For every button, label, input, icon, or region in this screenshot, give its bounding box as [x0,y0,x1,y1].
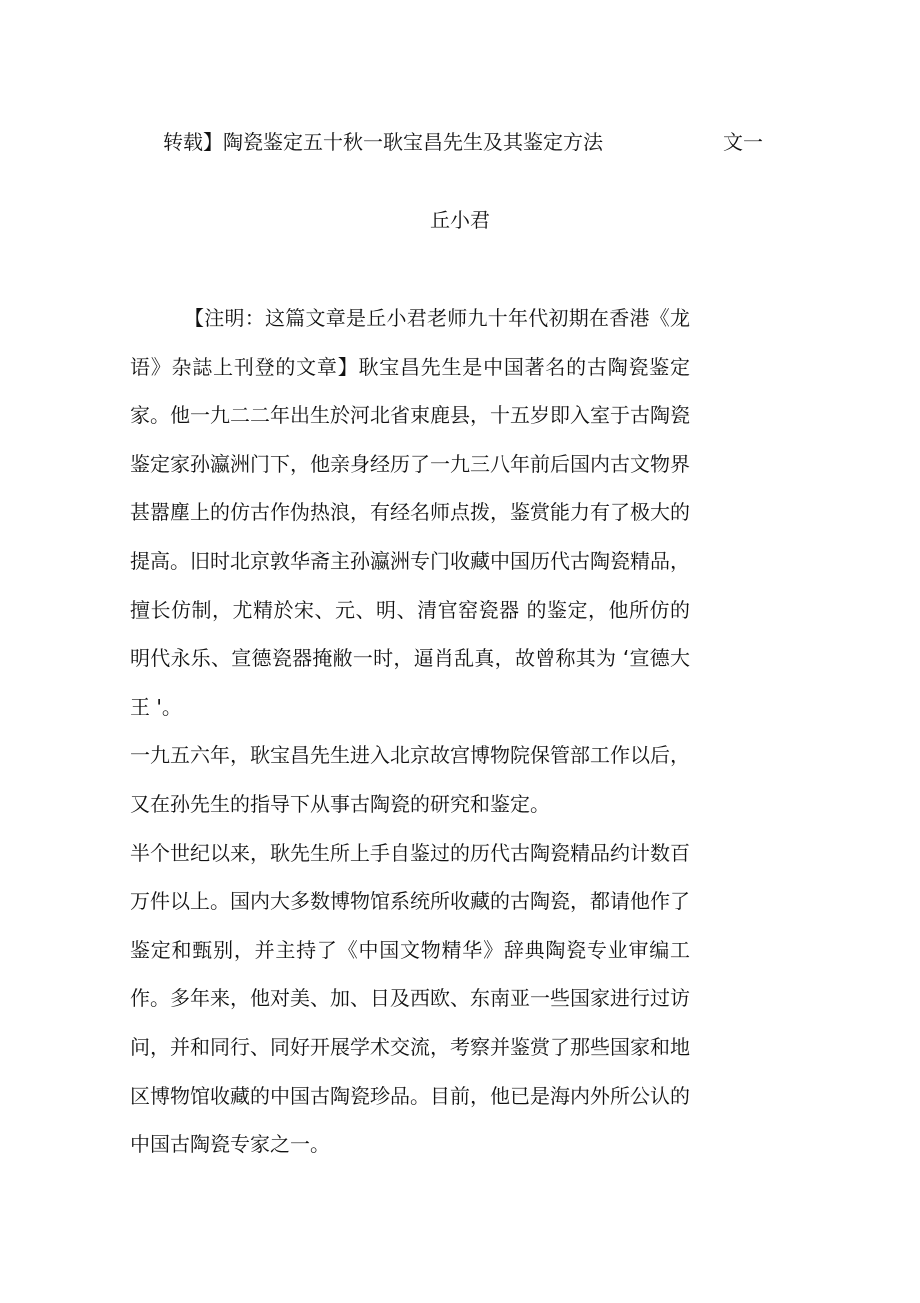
paragraph-intro: 【注明：这篇文章是丘小君老师九十年代初期在香港《龙语》杂誌上刊登的文章】耿宝昌先生是中国著名的古陶瓷鉴定家。他一九二二年出生於河北省束鹿县，十五岁即入室于古陶瓷鉴定家孙瀛洲门下，他亲身经历了一九三八年前后国内古文物界甚嚣塵上的仿古作伪热浪，有经名师点拨，鉴赏能力有了极大的提高。旧时北京敦华斋主孙瀛洲专门收藏中国历代古陶瓷精品，擅长仿制，尤精於宋、元、明、清官窑瓷器 的鉴定，他所仿的明代永乐、宣德瓷器掩敝一时，逼肖乱真，故曾称其为 ‘宣德大王 '。 [130,306,690,719]
article-body [130,294,690,1169]
paragraph-achievements: 半个世纪以来，耿先生所上手自鉴过的历代古陶瓷精品约计数百万件以上。国内大多数博物馆系统所收藏的古陶瓷，都请他作了鉴定和甄别，并主持了《中国文物精华》辞典陶瓷专业审编工作。多年来，他对美、加、日及西欧、东南亚一些国家进行过访问，并和同行、同好开展学术交流，考察并鉴赏了那些国家和地区博物馆收藏的中国古陶瓷珍品。目前，他已是海内外所公认的中国古陶瓷专家之一。 [130,840,690,1157]
author-name: 丘小君 [430,208,490,232]
byline-prefix: 文一 [723,130,763,154]
article-title-line [0,124,920,160]
paragraph-career: 一九五六年，耿宝昌先生进入北京故宫博物院保管部工作以后，又在孙先生的指导下从事古陶瓷的研究和鉴定。 [130,743,690,816]
article-title: 转载】陶瓷鉴定五十秋一耿宝昌先生及其鉴定方法 [163,130,603,154]
